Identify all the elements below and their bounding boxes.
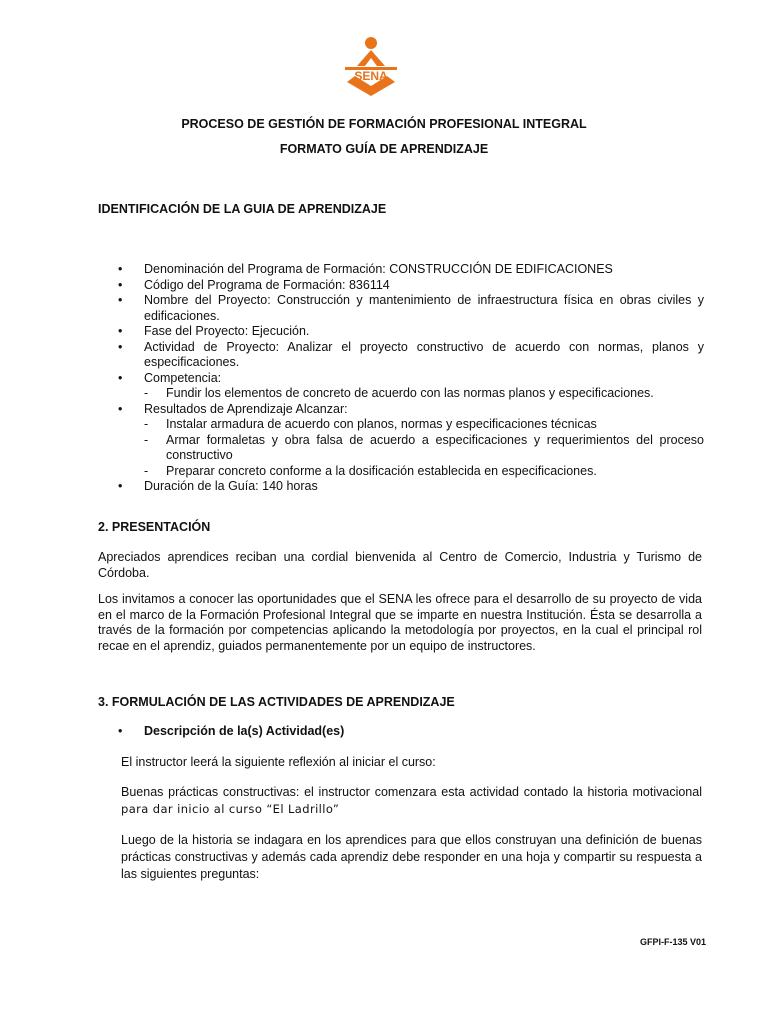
bullet-icon: • bbox=[118, 262, 123, 276]
identification-list bbox=[0, 262, 704, 495]
bullet-icon: • bbox=[118, 339, 123, 354]
identification-subitem-text: Instalar armadura de acuerdo con planos, normas y especificaciones técnicas bbox=[166, 417, 597, 431]
section-identification-heading: IDENTIFICACIÓN DE LA GUIA DE APRENDIZAJE bbox=[98, 202, 387, 216]
identification-item-text: Actividad de Proyecto: Analizar el proyecto constructivo de acuerdo con normas, planos y especificaciones. bbox=[144, 339, 704, 369]
bullet-icon: • bbox=[118, 370, 123, 385]
activity-paragraph-2-story: para dar inicio al curso “El Ladrillo” bbox=[121, 802, 340, 816]
identification-item bbox=[0, 278, 704, 294]
identification-item-text: Resultados de Aprendizaje Alcanzar: bbox=[144, 401, 348, 416]
identification-sublist bbox=[144, 417, 704, 479]
identification-item-text: Fase del Proyecto: Ejecución. bbox=[144, 324, 310, 338]
identification-item-text: Nombre del Proyecto: Construcción y mantenimiento de infraestructura física en obras civiles y edificaciones. bbox=[144, 293, 704, 323]
identification-sublist bbox=[144, 386, 704, 402]
dash-icon: - bbox=[144, 386, 149, 400]
identification-subitem bbox=[144, 464, 704, 480]
process-title: PROCESO DE GESTIÓN DE FORMACIÓN PROFESIONAL INTEGRAL bbox=[181, 117, 587, 131]
identification-item-text: Competencia: bbox=[144, 370, 222, 385]
identification-subitem-text: Preparar concreto conforme a la dosificación establecida en especificaciones. bbox=[166, 463, 597, 478]
identification-item bbox=[0, 371, 704, 402]
activity-paragraph-3: Luego de la historia se indagara en los aprendices para que ellos construyan una definición de buenas prácticas constructivas y además cada aprendiz debe responder en una hoja y compartir su respuesta a las siguientes preguntas: bbox=[121, 833, 702, 881]
identification-item bbox=[0, 402, 704, 480]
dash-icon: - bbox=[144, 432, 149, 447]
identification-subitem bbox=[144, 386, 704, 402]
bullet-icon: • bbox=[118, 401, 123, 416]
presentation-paragraph-2: Los invitamos a conocer las oportunidades que el SENA les ofrece para el desarrollo de su proyecto de vida en el marco de la Formación Profesional Integral que se imparte en nuestra Institución. Ésta se desarrolla a través de la formación por competencias aplicando la metodología por proyectos, en la cual el principal rol recae en el aprendiz, guiados permanentemente por un equipo de instructores. bbox=[98, 592, 702, 653]
svg-text:SENA: SENA bbox=[354, 69, 388, 83]
sena-logo bbox=[341, 36, 401, 98]
format-title: FORMATO GUÍA DE APRENDIZAJE bbox=[279, 142, 489, 156]
identification-item bbox=[0, 340, 704, 371]
bullet-icon: • bbox=[118, 724, 123, 738]
dash-icon: - bbox=[144, 417, 149, 431]
bullet-icon: • bbox=[118, 277, 123, 292]
document-code: GFPI-F-135 V01 bbox=[639, 937, 706, 947]
activity-paragraph-2-main: Buenas prácticas constructivas: el instructor comenzara esta actividad contado la historia motivacional bbox=[121, 785, 702, 799]
activity-description-bullet bbox=[118, 724, 344, 738]
activity-description-label: Descripción de la(s) Actividad(es) bbox=[144, 724, 345, 738]
identification-item bbox=[0, 293, 704, 324]
activity-paragraph-1: El instructor leerá la siguiente reflexión al iniciar el curso: bbox=[121, 755, 436, 769]
identification-item bbox=[0, 324, 704, 340]
bullet-icon: • bbox=[118, 324, 123, 338]
identification-item bbox=[0, 262, 704, 278]
identification-item-text: Denominación del Programa de Formación: CONSTRUCCIÓN DE EDIFICACIONES bbox=[144, 262, 613, 276]
activity-paragraph-2 bbox=[121, 784, 702, 818]
bullet-icon: • bbox=[118, 479, 123, 493]
identification-subitem bbox=[144, 433, 704, 464]
identification-subitem-text: Fundir los elementos de concreto de acuerdo con las normas planos y especificaciones. bbox=[166, 386, 654, 400]
identification-subitem-text: Armar formaletas y obra falsa de acuerdo a especificaciones y requerimientos del proceso constructivo bbox=[166, 432, 704, 462]
dash-icon: - bbox=[144, 463, 149, 478]
section-presentation-heading: 2. PRESENTACIÓN bbox=[98, 520, 211, 534]
identification-item bbox=[0, 479, 704, 495]
identification-subitem bbox=[144, 417, 704, 433]
identification-item-text: Duración de la Guía: 140 horas bbox=[144, 479, 318, 493]
section-activities-heading: 3. FORMULACIÓN DE LAS ACTIVIDADES DE APRENDIZAJE bbox=[98, 695, 455, 709]
bullet-icon: • bbox=[118, 293, 123, 307]
identification-item-text: Código del Programa de Formación: 836114 bbox=[144, 277, 390, 292]
presentation-paragraph-1: Apreciados aprendices reciban una cordial bienvenida al Centro de Comercio, Industria y Turismo de Córdoba. bbox=[98, 550, 702, 580]
